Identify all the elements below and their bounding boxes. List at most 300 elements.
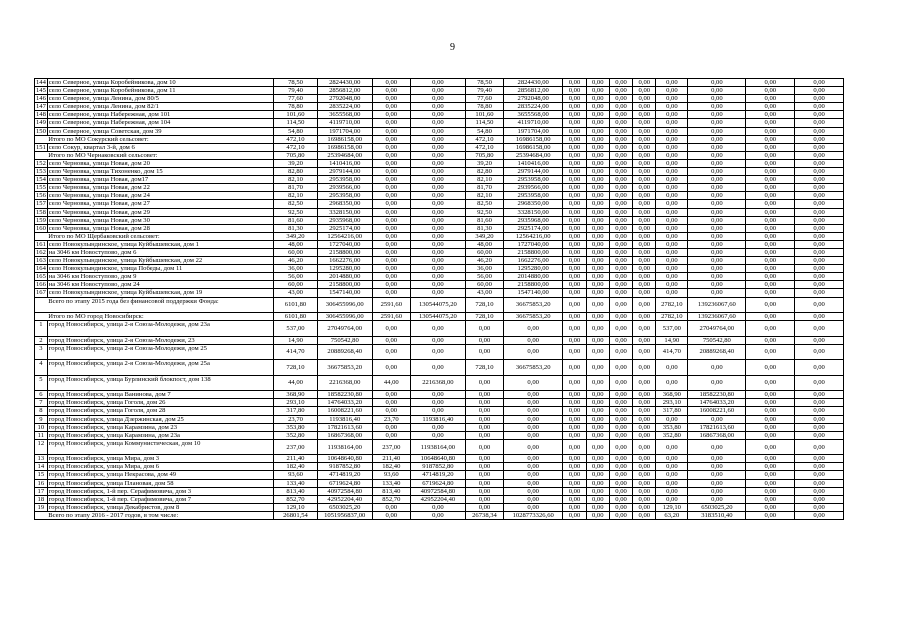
value-cell: 0,00: [563, 297, 586, 313]
value-cell: 0,00: [586, 95, 609, 103]
value-cell: 0,00: [609, 471, 632, 479]
value-cell: 17821613,60: [688, 423, 746, 431]
value-cell: 0,00: [609, 391, 632, 399]
value-cell: 0,00: [563, 463, 586, 471]
value-cell: 0,00: [586, 111, 609, 119]
value-cell: 0,00: [633, 95, 656, 103]
value-cell: 3328150,00: [317, 208, 372, 216]
value-cell: 0,00: [372, 95, 410, 103]
value-cell: 1547140,00: [317, 289, 372, 297]
row-number-cell: [35, 313, 48, 321]
row-number-cell: 147: [36, 103, 46, 111]
value-cell: 0,00: [410, 224, 465, 232]
table-row: [35, 192, 844, 200]
value-cell: 40972584,80: [410, 487, 465, 495]
value-cell: 0,00: [372, 135, 410, 143]
value-cell: 0,00: [746, 151, 795, 159]
row-number-cell: 148: [36, 111, 46, 119]
value-cell: 9187852,80: [410, 463, 465, 471]
value-cell: 0,00: [504, 455, 563, 463]
value-cell: 0,00: [465, 321, 503, 337]
value-cell: 63,20: [656, 511, 688, 519]
value-cell: 293,10: [656, 399, 688, 407]
value-cell: 0,00: [795, 168, 844, 176]
value-cell: 0,00: [563, 143, 586, 151]
value-cell: 0,00: [586, 257, 609, 265]
value-cell: 0,00: [633, 479, 656, 487]
address-cell: село Черновка, улица Новая, дом 30: [47, 216, 274, 224]
value-cell: 0,00: [586, 407, 609, 415]
value-cell: 0,00: [795, 487, 844, 495]
value-cell: 0,00: [586, 495, 609, 503]
address-cell: город Новосибирск, улица Плановая, дом 58: [47, 479, 274, 487]
value-cell: 114,50: [465, 119, 503, 127]
address-cell: город Новосибирск, улица Коммунистическая, дом 10: [47, 439, 274, 455]
value-cell: 0,00: [586, 313, 609, 321]
value-cell: 2158800,00: [317, 248, 372, 256]
table-row: [35, 455, 844, 463]
value-cell: 0,00: [688, 471, 746, 479]
value-cell: 0,00: [633, 240, 656, 248]
value-cell: 0,00: [465, 415, 503, 423]
value-cell: 0,00: [410, 399, 465, 407]
value-cell: 0,00: [688, 159, 746, 167]
value-cell: 0,00: [504, 463, 563, 471]
value-cell: 27049764,00: [688, 321, 746, 337]
value-cell: 0,00: [563, 423, 586, 431]
value-cell: 0,00: [372, 511, 410, 519]
row-number-cell: [35, 297, 48, 313]
value-cell: 0,00: [609, 273, 632, 281]
value-cell: 0,00: [656, 257, 688, 265]
value-cell: 0,00: [795, 240, 844, 248]
address-cell: село Новокулындинское, улица Победы, дом 11: [47, 265, 274, 273]
value-cell: 0,00: [465, 495, 503, 503]
value-cell: 0,00: [586, 415, 609, 423]
value-cell: 79,40: [274, 87, 317, 95]
value-cell: 130544075,20: [410, 297, 465, 313]
row-number-cell: 152: [36, 159, 46, 167]
value-cell: 0,00: [795, 391, 844, 399]
row-number-cell: 13: [35, 455, 48, 463]
table-row: [35, 176, 844, 184]
value-cell: 2782,10: [656, 297, 688, 313]
value-cell: 26738,34: [465, 511, 503, 519]
address-cell: Итого по МО город Новосибирск:: [47, 313, 274, 321]
value-cell: 11938164,00: [317, 439, 372, 455]
table-total-row: [35, 151, 844, 159]
value-cell: 0,00: [688, 439, 746, 455]
value-cell: 0,00: [609, 415, 632, 423]
address-cell: село Северное, улица Коробейникова, дом 10: [47, 79, 274, 87]
value-cell: 60,00: [465, 281, 503, 289]
value-cell: 0,00: [609, 87, 632, 95]
address-cell: на 3046 км Новоступово, дом 6: [47, 248, 274, 256]
value-cell: 0,00: [633, 321, 656, 337]
value-cell: 78,80: [274, 103, 317, 111]
value-cell: 0,00: [372, 127, 410, 135]
value-cell: 0,00: [372, 79, 410, 87]
value-cell: 0,00: [609, 168, 632, 176]
value-cell: 0,00: [633, 216, 656, 224]
value-cell: 211,40: [372, 455, 410, 463]
value-cell: 36675853,20: [504, 360, 563, 376]
value-cell: 43,00: [465, 289, 503, 297]
value-cell: 0,00: [633, 431, 656, 439]
value-cell: 852,70: [274, 495, 317, 503]
value-cell: 0,00: [688, 289, 746, 297]
value-cell: 0,00: [410, 281, 465, 289]
value-cell: 82,10: [465, 176, 503, 184]
value-cell: 0,00: [688, 176, 746, 184]
row-number-cell: [35, 232, 48, 240]
value-cell: 14,90: [274, 336, 317, 344]
value-cell: 0,00: [586, 119, 609, 127]
value-cell: 0,00: [633, 281, 656, 289]
value-cell: 0,00: [563, 224, 586, 232]
value-cell: 0,00: [609, 143, 632, 151]
value-cell: 0,00: [688, 415, 746, 423]
value-cell: 306455996,00: [317, 313, 372, 321]
value-cell: 0,00: [586, 265, 609, 273]
value-cell: 0,00: [746, 87, 795, 95]
value-cell: 0,00: [586, 391, 609, 399]
value-cell: 0,00: [688, 257, 746, 265]
value-cell: 0,00: [688, 208, 746, 216]
value-cell: 2939566,00: [504, 184, 563, 192]
address-cell: село Северное, улица Набережная, дом 101: [47, 111, 274, 119]
value-cell: 0,00: [504, 399, 563, 407]
value-cell: 0,00: [465, 391, 503, 399]
table-row: [35, 79, 844, 87]
value-cell: 0,00: [656, 281, 688, 289]
value-cell: 0,00: [656, 95, 688, 103]
value-cell: 2856812,00: [317, 87, 372, 95]
row-number-cell: 145: [36, 87, 46, 95]
value-cell: 0,00: [633, 79, 656, 87]
value-cell: 353,80: [274, 423, 317, 431]
value-cell: 0,00: [563, 503, 586, 511]
value-cell: 0,00: [688, 479, 746, 487]
value-cell: 6719624,80: [317, 479, 372, 487]
value-cell: 0,00: [656, 168, 688, 176]
value-cell: 0,00: [586, 479, 609, 487]
value-cell: 101,60: [274, 111, 317, 119]
value-cell: 0,00: [633, 391, 656, 399]
value-cell: 1971704,00: [504, 127, 563, 135]
value-cell: 0,00: [372, 216, 410, 224]
row-number-cell: 150: [36, 127, 46, 135]
value-cell: 0,00: [795, 79, 844, 87]
value-cell: 16986158,00: [317, 135, 372, 143]
value-cell: 23,70: [274, 415, 317, 423]
value-cell: 0,00: [504, 336, 563, 344]
value-cell: 0,00: [504, 471, 563, 479]
value-cell: 0,00: [795, 297, 844, 313]
value-cell: 0,00: [372, 240, 410, 248]
row-number-cell: 7: [35, 399, 48, 407]
value-cell: 0,00: [633, 399, 656, 407]
address-cell: Итого по МО Сокурский сельсовет:: [47, 135, 274, 143]
value-cell: 0,00: [609, 503, 632, 511]
row-number-cell: 11: [35, 431, 48, 439]
row-number-cell: 5: [35, 375, 48, 391]
value-cell: 813,40: [274, 487, 317, 495]
value-cell: 0,00: [746, 216, 795, 224]
value-cell: 0,00: [688, 216, 746, 224]
value-cell: 0,00: [465, 423, 503, 431]
row-number-cell: 4: [35, 360, 48, 376]
value-cell: 0,00: [563, 127, 586, 135]
value-cell: 0,00: [656, 455, 688, 463]
value-cell: 3655568,00: [317, 111, 372, 119]
value-cell: 43,00: [274, 289, 317, 297]
value-cell: 0,00: [465, 455, 503, 463]
value-cell: 92,50: [274, 208, 317, 216]
table-row: [35, 159, 844, 167]
address-cell: город Новосибирск, улица Дзержинская, дом 25: [47, 415, 274, 423]
value-cell: 44,00: [274, 375, 317, 391]
value-cell: 349,20: [465, 232, 503, 240]
value-cell: 81,70: [465, 184, 503, 192]
address-cell: село Черновка, улица Новая, дом 29: [47, 208, 274, 216]
address-cell: город Новосибирск, улица Некрасова, дом 49: [47, 471, 274, 479]
value-cell: 0,00: [656, 200, 688, 208]
value-cell: 0,00: [586, 297, 609, 313]
value-cell: 0,00: [586, 503, 609, 511]
value-cell: 0,00: [563, 375, 586, 391]
value-cell: 0,00: [795, 503, 844, 511]
value-cell: 0,00: [688, 200, 746, 208]
row-number-cell: 144: [36, 79, 46, 86]
value-cell: 0,00: [563, 407, 586, 415]
value-cell: 0,00: [795, 216, 844, 224]
value-cell: 0,00: [609, 151, 632, 159]
value-cell: 2939566,00: [317, 184, 372, 192]
address-cell: село Черновка, улица Новая, дом 22: [47, 184, 274, 192]
table-row: [35, 495, 844, 503]
value-cell: 0,00: [633, 119, 656, 127]
value-cell: 36675853,20: [504, 297, 563, 313]
value-cell: 0,00: [746, 423, 795, 431]
value-cell: 2014880,00: [504, 273, 563, 281]
value-cell: 317,80: [656, 407, 688, 415]
value-cell: 0,00: [656, 232, 688, 240]
address-cell: город Новосибирск, улица 2-я Союза-Молодежи, дом 25а: [47, 360, 274, 376]
value-cell: 0,00: [586, 216, 609, 224]
value-cell: 0,00: [795, 289, 844, 297]
value-cell: 2824430,00: [504, 79, 563, 87]
value-cell: 0,00: [372, 119, 410, 127]
value-cell: 0,00: [609, 289, 632, 297]
value-cell: 93,60: [372, 471, 410, 479]
value-cell: 0,00: [410, 273, 465, 281]
value-cell: 0,00: [688, 224, 746, 232]
value-cell: 537,00: [274, 321, 317, 337]
value-cell: 0,00: [633, 487, 656, 495]
address-cell: село Черновка, улица Новая, дом 20: [47, 159, 274, 167]
value-cell: 0,00: [795, 95, 844, 103]
value-cell: 0,00: [633, 168, 656, 176]
address-cell: село Северное, улица Ленина, дом 80/5: [47, 95, 274, 103]
value-cell: 25394684,00: [317, 151, 372, 159]
row-number-cell: 154: [36, 176, 46, 184]
value-cell: 0,00: [688, 281, 746, 289]
table-row: [35, 265, 844, 273]
value-cell: 750542,80: [317, 336, 372, 344]
value-cell: 0,00: [656, 463, 688, 471]
value-cell: 0,00: [609, 321, 632, 337]
value-cell: 20889268,40: [317, 344, 372, 360]
value-cell: 42952204,40: [410, 495, 465, 503]
value-cell: 0,00: [633, 471, 656, 479]
value-cell: 0,00: [633, 503, 656, 511]
value-cell: 25394684,00: [504, 151, 563, 159]
value-cell: 0,00: [586, 455, 609, 463]
value-cell: 0,00: [795, 336, 844, 344]
value-cell: 352,80: [274, 431, 317, 439]
value-cell: 0,00: [504, 487, 563, 495]
table-row: [35, 431, 844, 439]
value-cell: 0,00: [656, 273, 688, 281]
value-cell: 0,00: [656, 265, 688, 273]
value-cell: 0,00: [586, 151, 609, 159]
value-cell: 0,00: [504, 479, 563, 487]
value-cell: 0,00: [609, 336, 632, 344]
row-number-cell: 14: [35, 463, 48, 471]
address-cell: город Новосибирск, улица Бурлинский блокпост, дом 138: [47, 375, 274, 391]
value-cell: 0,00: [586, 208, 609, 216]
row-number-cell: 17: [35, 487, 48, 495]
value-cell: 0,00: [465, 344, 503, 360]
value-cell: 82,50: [465, 200, 503, 208]
value-cell: 0,00: [746, 487, 795, 495]
value-cell: 0,00: [586, 321, 609, 337]
value-cell: 0,00: [372, 224, 410, 232]
address-cell: село Черновка, улица Новая, дом 27: [47, 200, 274, 208]
value-cell: 0,00: [795, 119, 844, 127]
value-cell: 0,00: [372, 159, 410, 167]
value-cell: 182,40: [274, 463, 317, 471]
value-cell: 0,00: [633, 265, 656, 273]
value-cell: 1193816,40: [410, 415, 465, 423]
value-cell: 0,00: [746, 407, 795, 415]
value-cell: 0,00: [372, 151, 410, 159]
value-cell: 0,00: [372, 344, 410, 360]
value-cell: 0,00: [609, 184, 632, 192]
value-cell: 0,00: [586, 135, 609, 143]
value-cell: 139236067,60: [688, 297, 746, 313]
table-row: [35, 273, 844, 281]
value-cell: 728,10: [274, 360, 317, 376]
value-cell: 0,00: [609, 216, 632, 224]
table-total-row: [35, 313, 844, 321]
value-cell: 0,00: [563, 265, 586, 273]
value-cell: 16008221,60: [688, 407, 746, 415]
value-cell: 0,00: [746, 391, 795, 399]
table-row: [35, 111, 844, 119]
value-cell: 1971704,00: [317, 127, 372, 135]
value-cell: 0,00: [465, 471, 503, 479]
value-cell: 129,10: [274, 503, 317, 511]
value-cell: 0,00: [563, 135, 586, 143]
value-cell: 0,00: [586, 168, 609, 176]
value-cell: 78,80: [465, 103, 503, 111]
value-cell: 81,30: [274, 224, 317, 232]
value-cell: 2953958,00: [317, 176, 372, 184]
value-cell: 36,00: [274, 265, 317, 273]
value-cell: 0,00: [609, 455, 632, 463]
value-cell: 0,00: [372, 111, 410, 119]
value-cell: 82,50: [274, 200, 317, 208]
value-cell: 0,00: [372, 321, 410, 337]
value-cell: 0,00: [410, 79, 465, 87]
value-cell: 0,00: [795, 439, 844, 455]
value-cell: 0,00: [410, 407, 465, 415]
value-cell: 14764033,20: [317, 399, 372, 407]
value-cell: 0,00: [609, 103, 632, 111]
value-cell: 0,00: [688, 87, 746, 95]
value-cell: 133,40: [372, 479, 410, 487]
table-row: [35, 399, 844, 407]
value-cell: 0,00: [410, 151, 465, 159]
value-cell: 0,00: [586, 87, 609, 95]
row-number-cell: 12: [35, 439, 48, 455]
value-cell: 0,00: [633, 360, 656, 376]
value-cell: 0,00: [504, 407, 563, 415]
value-cell: 0,00: [795, 135, 844, 143]
value-cell: 0,00: [410, 200, 465, 208]
value-cell: 0,00: [633, 273, 656, 281]
value-cell: 0,00: [586, 487, 609, 495]
table-row: [35, 289, 844, 297]
value-cell: 0,00: [410, 265, 465, 273]
table-body: [35, 79, 844, 520]
value-cell: 0,00: [633, 463, 656, 471]
address-cell: Итого по МО Щербаковский сельсовет:: [47, 232, 274, 240]
row-number-cell: 8: [35, 407, 48, 415]
value-cell: 0,00: [609, 79, 632, 87]
value-cell: 0,00: [586, 192, 609, 200]
row-number-cell: 165: [36, 273, 46, 281]
value-cell: 0,00: [504, 495, 563, 503]
address-cell: село Новокулындинское, улица Куйбышевская, дом 1: [47, 240, 274, 248]
value-cell: 0,00: [746, 321, 795, 337]
table-row: [35, 479, 844, 487]
value-cell: 472,10: [465, 135, 503, 143]
value-cell: 0,00: [633, 289, 656, 297]
table-row: [35, 103, 844, 111]
value-cell: 2968350,00: [317, 200, 372, 208]
value-cell: 23,70: [372, 415, 410, 423]
value-cell: 0,00: [563, 391, 586, 399]
table-row: [35, 216, 844, 224]
value-cell: 0,00: [586, 439, 609, 455]
value-cell: 0,00: [746, 273, 795, 281]
address-cell: село Северное, улица Ленина, дом 82/1: [47, 103, 274, 111]
value-cell: 0,00: [563, 321, 586, 337]
value-cell: 48,00: [274, 240, 317, 248]
value-cell: 0,00: [586, 143, 609, 151]
value-cell: 0,00: [656, 135, 688, 143]
value-cell: 0,00: [795, 321, 844, 337]
value-cell: 40972584,80: [317, 487, 372, 495]
value-cell: 0,00: [563, 119, 586, 127]
value-cell: 1727040,00: [317, 240, 372, 248]
row-number-cell: 162: [36, 248, 46, 256]
value-cell: 2792048,00: [504, 95, 563, 103]
value-cell: 0,00: [586, 344, 609, 360]
